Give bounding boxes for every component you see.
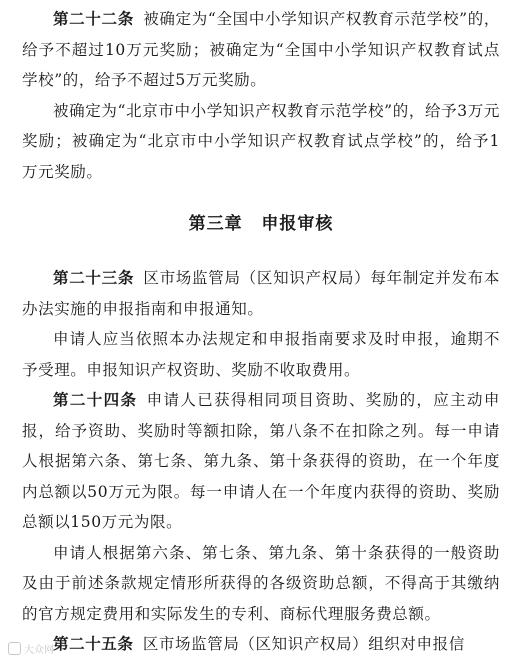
article-23-text-1: 区市场监管局（区知识产权局）每年制定并发布本办法实施的申报指南和申报通知。 [22,269,500,318]
article-24-text-1: 申请人已获得相同项目资助、奖励的，应主动申报，给予资助、奖励时等额扣除，第八条不在扣除之列。每一申请人根据第六条、第七条、第九条、第十条获得的资助，在一个年度内总额以50万元为限。每一申请人在一个年度内获得的资助、奖励总额以150万元为限。 [22,391,500,531]
watermark-logo-icon [8,642,21,655]
article-25-heading: 第二十五条 [53,635,134,653]
chapter-number: 第三章 [188,214,243,234]
chapter-title: 申报审核 [261,214,334,234]
article-23-paragraph-2 [22,324,500,385]
article-22-paragraph-2 [22,96,500,188]
article-23-text-2: 申请人应当依照本办法规定和申报指南要求及时申报，逾期不予受理。申报知识产权资助、奖励不收取费用。 [22,330,500,379]
article-24-paragraph-1 [22,385,500,538]
article-23-heading: 第二十三条 [53,269,135,287]
article-22-heading: 第二十二条 [53,10,134,28]
article-24-text-2: 申请人根据第六条、第七条、第九条、第十条获得的一般资助及由于前述条款规定情形所获得的各级资助总额，不得高于其缴纳的官方规定费用和实际发生的专利、商标代理服务费总额。 [22,543,500,623]
article-22-paragraph-1 [22,4,500,96]
article-23-paragraph-1 [22,263,500,324]
article-25-paragraph-1 [22,629,500,660]
watermark-text: 大众网 [24,645,54,656]
watermark [8,641,54,656]
article-25-text-1: 区市场监管局（区知识产权局）组织对申报信 [142,635,465,653]
article-22-text-2: 被确定为“北京市中小学知识产权教育示范学校”的，给予3万元奖励；被确定为“北京市中小学知识产权教育试点学校”的，给予1万元奖励。 [22,101,500,181]
article-24-paragraph-2 [22,538,500,630]
article-24-heading: 第二十四条 [53,391,138,409]
chapter-heading [22,209,500,239]
article-22-text-1: 被确定为“全国中小学知识产权教育示范学校”的，给予不超过10万元奖励；被确定为“全国中小学知识产权教育试点学校”的，给予不超过5万元奖励。 [22,10,500,89]
